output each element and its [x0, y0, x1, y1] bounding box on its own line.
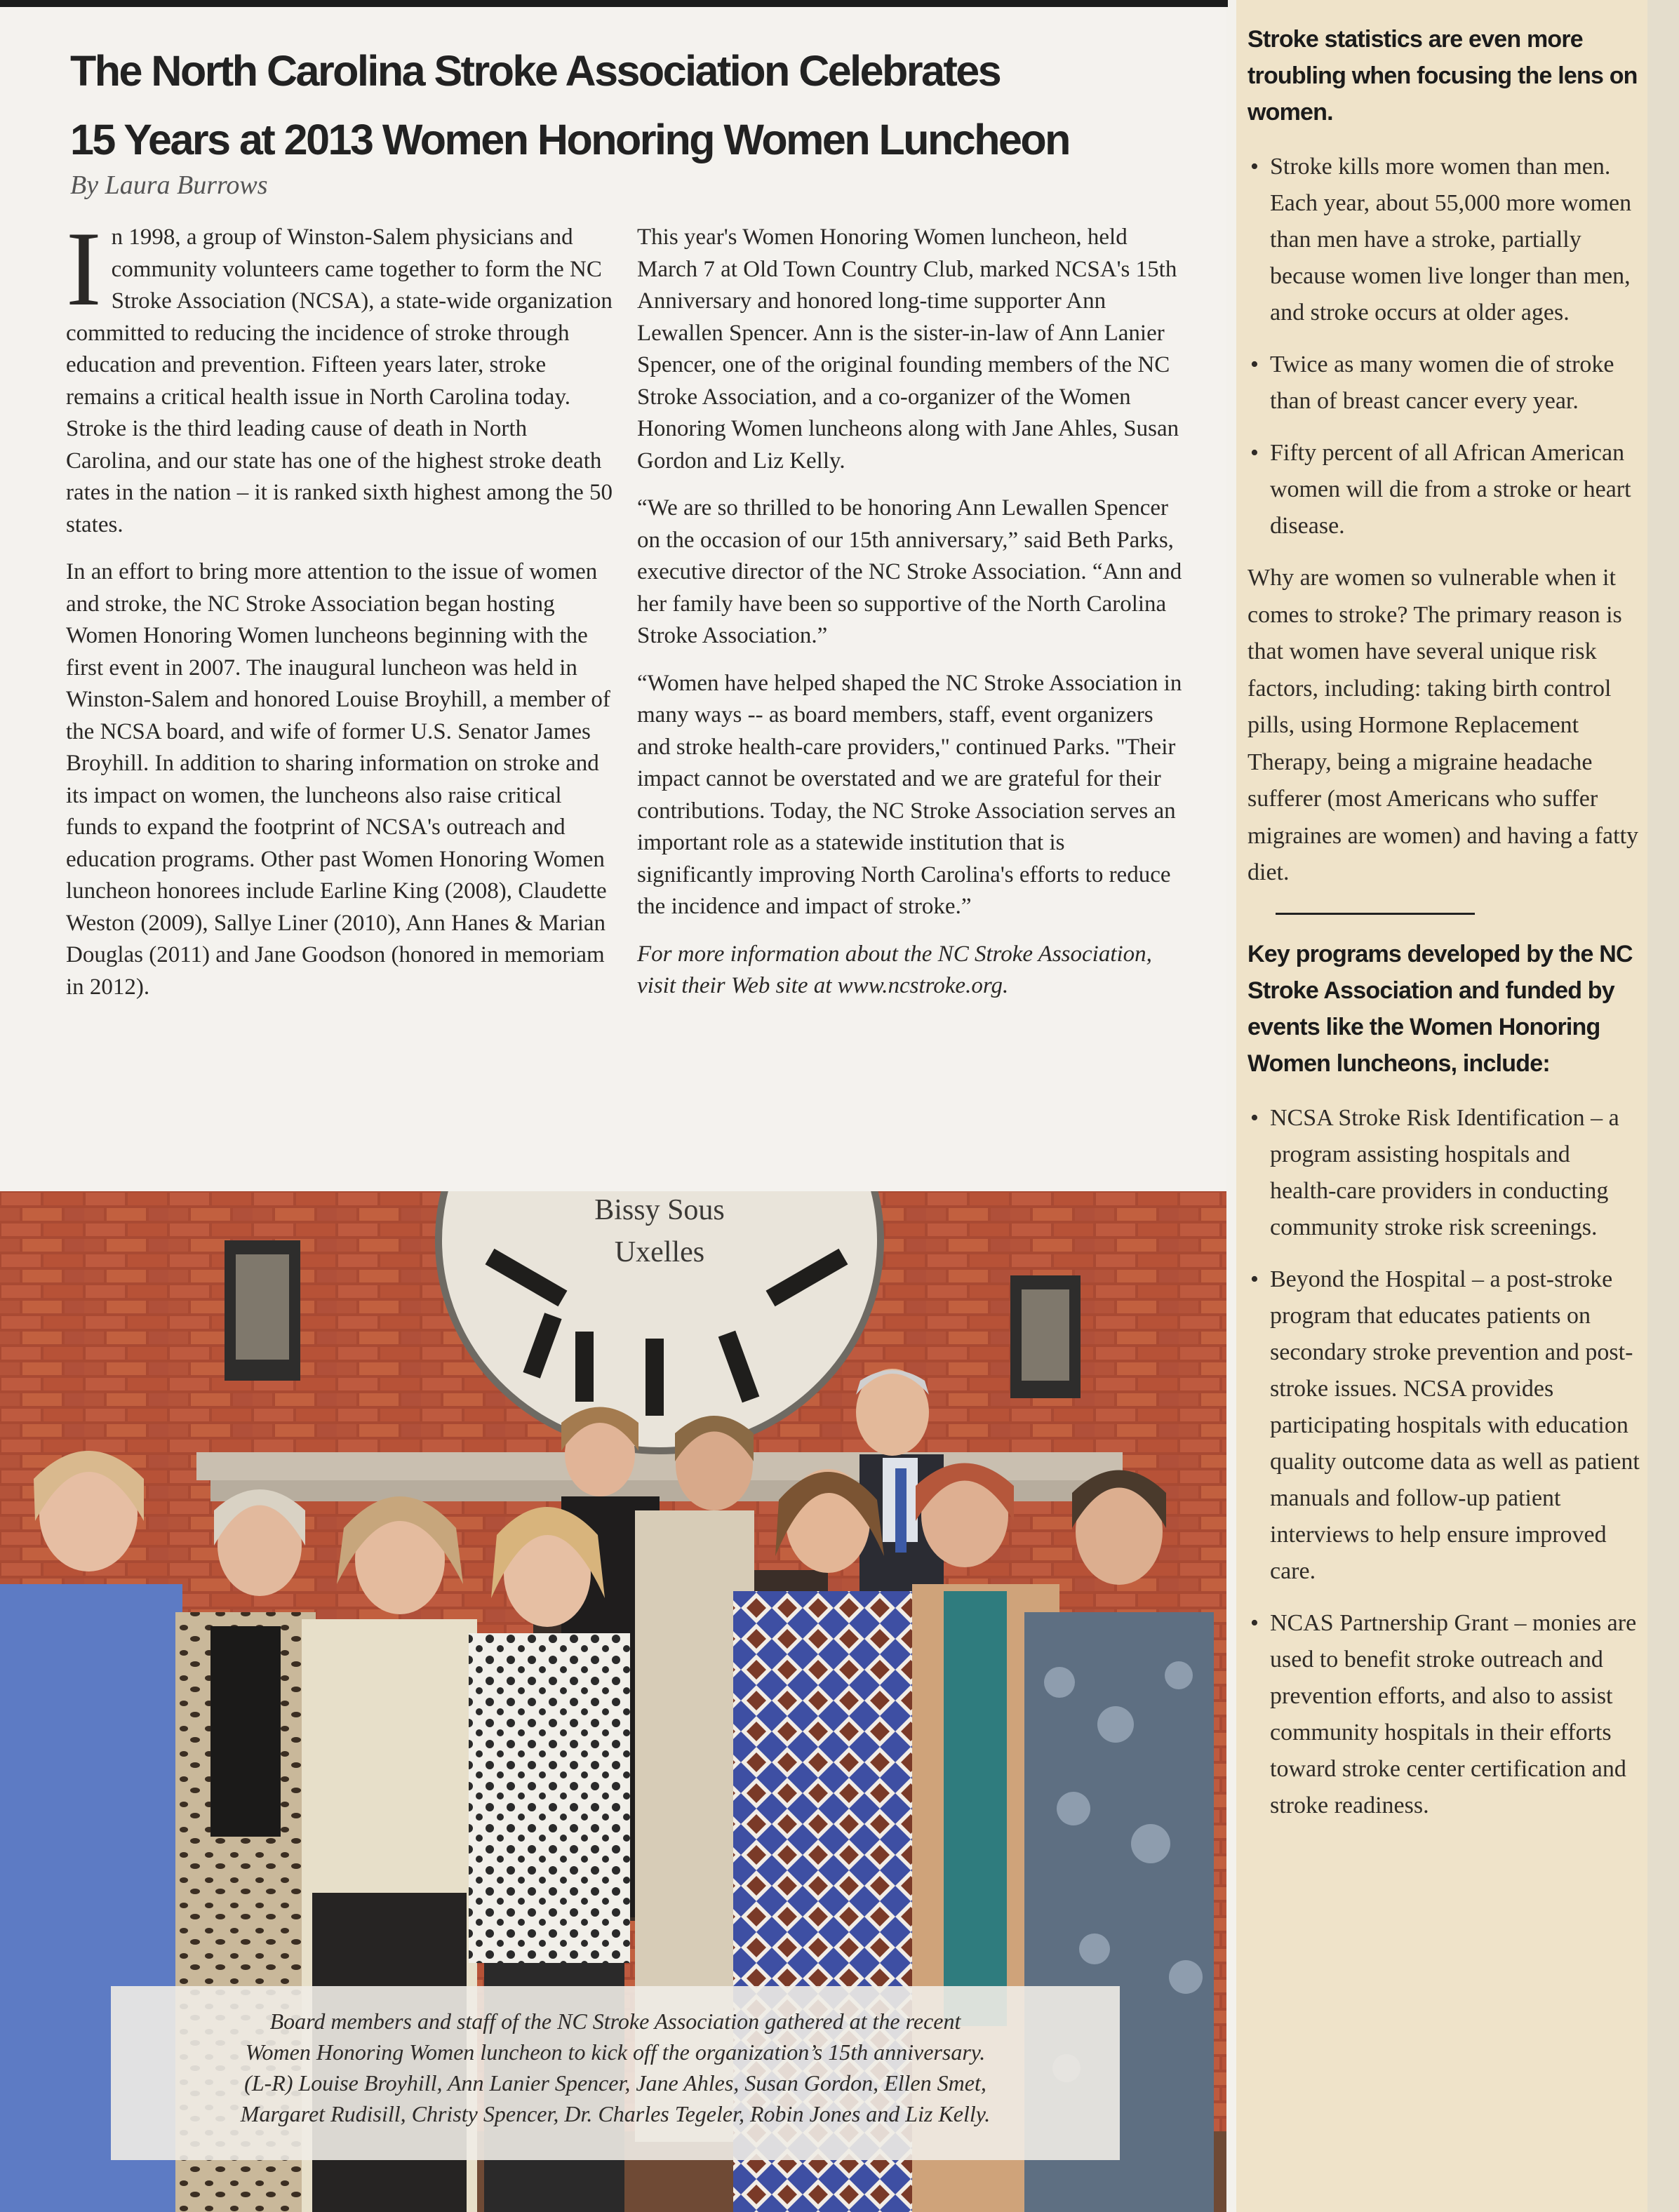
headline-line-2: 15 Years at 2013 Women Honoring Women Luncheon	[70, 116, 1069, 163]
article-paragraph: In an effort to bring more attention to the issue of women and stroke, the NC Stroke Association began hosting Women Honoring Women luncheons beginning with the first event in 2007. The inaugural luncheon was held in Winston-Salem and honored Louise Broyhill, a member of the NCSA board, and wife of former U.S. Senator James Broyhill. In addition to sharing information on stroke and its impact on women, the luncheons also raise critical funds to expand the footprint of NCSA's outreach and education programs. Other past Women Honoring Women luncheon honorees include Earline King (2008), Claudette Weston (2009), Sallye Liner (2010), Ann Hanes & Marian Douglas (2011) and Jane Goodson (honored in memoriam in 2012).	[66, 559, 610, 1000]
list-item: • Fifty percent of all African American women will die from a stroke or heart disease.	[1247, 435, 1640, 544]
list-item: • NCAS Partnership Grant – monies are used to benefit stroke outreach and prevention efforts, and also to assist community hospitals in their efforts toward stroke center certification and stroke readiness.	[1247, 1605, 1640, 1824]
list-item: • Twice as many women die of stroke than of breast cancer every year.	[1247, 347, 1640, 420]
article-paragraph: “We are so thrilled to be honoring Ann Lewallen Spencer on the occasion of our 15th anniversary,” said Beth Parks, executive director of the NC Stroke Association. “Ann and her family have been so supportive of the North Carolina Stroke Association.”	[637, 495, 1182, 648]
list-item: • Beyond the Hospital – a post-stroke program that educates patients on secondary stroke prevention and post-stroke issues. NCSA provides participating hospitals with education quality outcome data as well as patient manuals and follow-up patient interviews to help ensure improved care.	[1247, 1261, 1640, 1590]
caption-line: Margaret Rudisill, Christy Spencer, Dr. Charles Tegeler, Robin Jones and Liz Kelly.	[240, 2101, 991, 2126]
article-column-1	[66, 210, 613, 1019]
article-main	[0, 7, 1226, 1191]
article-paragraph: This year's Women Honoring Women luncheon, held March 7 at Old Town Country Club, marked NCSA's 15th Anniversary and honored long-time supporter Ann Lewallen Spencer. Ann is the sister-in-law of Ann Lanier Spencer, one of the original founding members of the NC Stroke Association, and a co-organizer of the Women Honoring Women luncheons along with Jane Ahles, Susan Gordon and Liz Kelly.	[637, 224, 1179, 474]
sidebar-panel	[1236, 0, 1647, 2212]
divider	[1276, 913, 1475, 915]
list-item: • Stroke kills more women than men. Each year, about 55,000 more women than men have a stroke, partially because women live longer than men, and stroke occurs at older ages.	[1247, 149, 1640, 331]
article-column-2	[637, 222, 1186, 1018]
programs-list	[1247, 1100, 1640, 1824]
sidebar-heading-statistics: Stroke statistics are even more troubling when focusing the lens on women.	[1247, 26, 1638, 126]
photo-caption	[111, 1986, 1120, 2160]
clock-text-bottom: Uxelles	[614, 1236, 705, 1268]
article-paragraph	[66, 210, 613, 541]
caption-line: (L-R) Louise Broyhill, Ann Lanier Spencer, Jane Ahles, Susan Gordon, Ellen Smet,	[244, 2070, 986, 2096]
article-paragraph: “Women have helped shaped the NC Stroke Association in many ways -- as board members, staff, event organizers and stroke health-care providers," continued Parks. "Their impact cannot be overstated and we are grateful for their contributions. Today, the NC Stroke Association serves an important role as a statewide institution that is significantly improving North Carolina's efforts to reduce the incidence and impact of stroke.”	[637, 670, 1182, 919]
more-info-note: For more information about the NC Stroke Association, visit their Web site at www.ncstroke.org.	[637, 941, 1152, 998]
caption-line: Board members and staff of the NC Stroke Association gathered at the recent	[269, 2009, 961, 2034]
statistics-list	[1247, 149, 1640, 544]
byline: By Laura Burrows	[70, 170, 268, 200]
headline-line-1: The North Carolina Stroke Association Celebrates	[70, 47, 1001, 95]
drop-cap: I	[66, 210, 102, 328]
top-edge-bar	[0, 0, 1228, 7]
sidebar-content	[1247, 21, 1640, 1839]
article-headline	[70, 36, 1179, 174]
paragraph-text: n 1998, a group of Winston-Salem physicians and community volunteers came together to form the NC Stroke Association (NCSA), a state-wide organization committed to reducing the incidence of stroke through education and prevention. Fifteen years later, stroke remains a critical health issue in North Carolina today. Stroke is the third leading cause of death in North Carolina, and our state has one of the highest stroke death rates in the nation – it is ranked sixth highest among the 50 states.	[66, 224, 613, 537]
sidebar-paragraph: Why are women so vulnerable when it comes to stroke? The primary reason is that women have several unique risk factors, including: taking birth control pills, using Hormone Replacement Therapy, being a migraine headache sufferer (most Americans who suffer migraines are women) and having a fatty diet.	[1247, 565, 1639, 885]
sidebar-heading-programs: Key programs developed by the NC Stroke Association and funded by events like the Women Honoring Women luncheons, include:	[1247, 940, 1633, 1077]
page-edge	[1647, 0, 1679, 2212]
caption-line: Women Honoring Women luncheon to kick off the organization’s 15th anniversary.	[245, 2039, 986, 2065]
list-item: • NCSA Stroke Risk Identification – a program assisting hospitals and health-care providers in conducting community stroke risk screenings.	[1247, 1100, 1640, 1246]
clock-text-top: Bissy Sous	[594, 1194, 725, 1226]
